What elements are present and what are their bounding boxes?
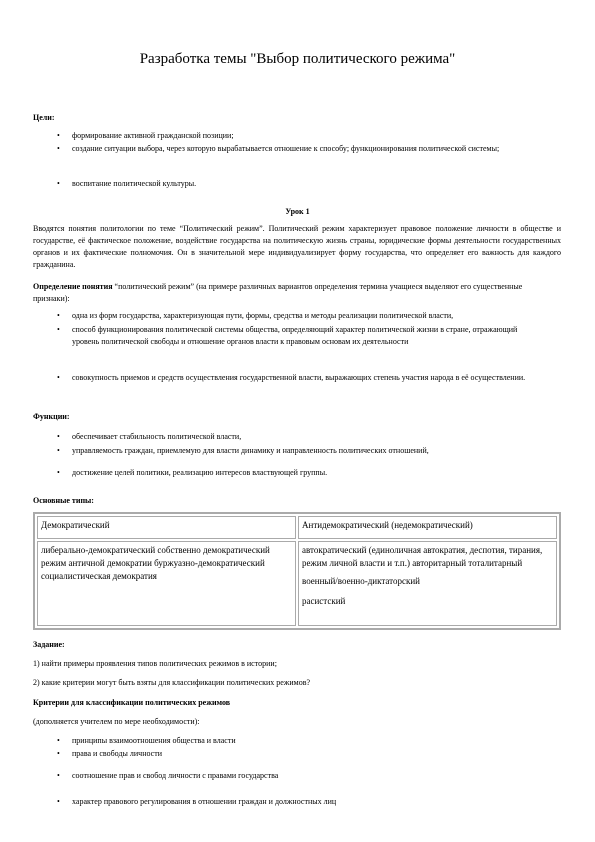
lesson-heading: Урок 1 xyxy=(285,207,310,216)
types-table xyxy=(33,512,561,630)
task-item: 2) какие критерии могут быть взяты для классификации политических режимов? xyxy=(33,678,311,687)
bullet-icon: • xyxy=(57,179,60,188)
bullet-icon: • xyxy=(57,131,60,140)
bullet-icon: • xyxy=(57,144,60,153)
bullet-icon: • xyxy=(57,446,60,455)
types-heading: Основные типы: xyxy=(33,496,94,505)
list-item: • управляемость граждан, приемлемую для власти динамику и направленность политических отношений, xyxy=(57,446,429,455)
list-item: • соотношение прав и свобод личности с правами государства xyxy=(57,771,279,780)
definition-paragraph: Определение понятия “политический режим” (на примере различных вариантов определения термина учащиеся выделяют его существенные признаки): xyxy=(33,282,523,303)
lesson-intro: Вводятся понятия политологии по теме “Политический режим”. Политический режим характеризует правовое положение личности в обществе и государстве, её фактическое положение, воздействие государства на политическую жизнь страны, юридические формы деятельности государственных органов и их фактические полномочия. Он в значительной мере индивидуализирует форму государства, что определяет его важность для каждого гражданина. xyxy=(33,224,561,269)
page-title: Разработка темы "Выбор политического режима" xyxy=(139,51,456,67)
bullet-icon: • xyxy=(57,797,60,806)
bullet-icon: • xyxy=(57,749,60,758)
task-heading: Задание: xyxy=(33,640,65,649)
bullet-icon: • xyxy=(57,771,60,780)
list-item: • формирование активной гражданской позиции; xyxy=(57,131,234,140)
bullet-icon: • xyxy=(57,468,60,477)
list-item: • характер правового регулирования в отношении граждан и должностных лиц xyxy=(57,797,337,806)
criteria-note: (дополняется учителем по мере необходимости): xyxy=(33,717,200,726)
bullet-icon: • xyxy=(57,311,60,320)
bullet-icon: • xyxy=(57,325,60,334)
list-item: • обеспечивает стабильность политической власти, xyxy=(57,432,242,441)
list-item: • права и свободы личности xyxy=(57,749,162,758)
list-item: • принципы взаимоотношения общества и власти xyxy=(57,736,236,745)
criteria-heading: Критерии для классификации политических режимов xyxy=(33,698,231,707)
table-header-antidemocratic: Антидемократический (недемократический) xyxy=(298,516,557,539)
bullet-icon: • xyxy=(57,373,60,382)
task-item: 1) найти примеры проявления типов политических режимов в истории; xyxy=(33,659,277,668)
functions-heading: Функции: xyxy=(33,412,70,421)
list-item: • достижение целей политики, реализацию интересов властвующей группы. xyxy=(57,468,328,477)
list-item: • воспитание политической культуры. xyxy=(57,179,197,188)
list-item: • способ функционирования политической системы общества, определяющий характер политической жизни в стране, отражающий уровень политической свободы и отношение органов власти к правовым основам их деятельности xyxy=(57,325,518,346)
list-item: • совокупность приемов и средств осуществления государственной власти, выражающих степень участия народа в её осуществлении. xyxy=(57,373,526,382)
table-cell-democratic: либерально-демократический собственно демократический режим античной демократии буржуазно-демократический социалистическая демократия xyxy=(37,541,296,626)
bullet-icon: • xyxy=(57,432,60,441)
table-cell-antidemocratic: автократический (единоличная автократия, деспотия, тирания, режим личной власти и т.п.) авторитарный тоталитарный военный/военно-диктаторский расистский xyxy=(298,541,557,626)
bullet-icon: • xyxy=(57,736,60,745)
goals-heading: Цели: xyxy=(33,113,55,122)
list-item: • одна из форм государства, характеризующая пути, формы, средства и методы реализации политической власти, xyxy=(57,311,454,320)
table-header-democratic: Демократический xyxy=(37,516,296,539)
list-item: • создание ситуации выбора, через которую вырабатывается отношение к способу; функционирования политической системы; xyxy=(57,144,500,153)
